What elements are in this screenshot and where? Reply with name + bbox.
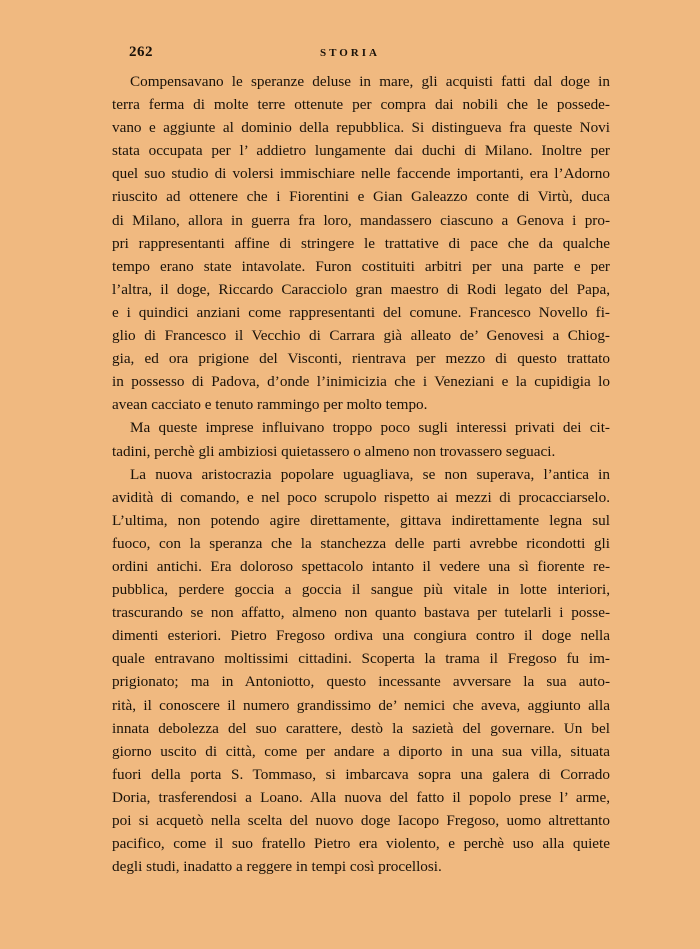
text-line: innata debolezza del suo carattere, destò la sazietà del governare. Un bel — [112, 719, 610, 737]
text-line: Doria, trasferendosi a Loano. Alla nuova del fatto il popolo prese l’ arme, — [112, 788, 610, 806]
text-line: tadini, perchè gli ambiziosi quietassero o almeno non trovassero seguaci. — [112, 442, 556, 460]
text-line: tempo erano state intavolate. Furon costituiti arbitri per una parte e per — [112, 257, 610, 275]
text-line: avidità di comando, e nel poco scrupolo rispetto ai mezzi di procacciarselo. — [112, 488, 610, 506]
text-line: pacifico, come il suo fratello Pietro era violento, e perchè uso alla quiete — [112, 835, 610, 853]
paragraph — [112, 416, 610, 462]
text-line: La nuova aristocrazia popolare uguagliava, se non superava, l’antica in — [130, 465, 610, 483]
text-line: fuoco, con la speranza che la stanchezza delle parti avrebbe ricondotti gli — [112, 534, 610, 552]
text-line: pri rappresentanti affine di stringere le trattative di pace che da qualche — [112, 234, 610, 252]
paragraph — [112, 70, 610, 416]
text-line: fuori della porta S. Tommaso, si imbarcava sopra una galera di Corrado — [112, 765, 610, 783]
text-line: dimenti esteriori. Pietro Fregoso ordiva una congiura contro il doge nella — [112, 627, 610, 645]
paragraph — [112, 463, 610, 879]
text-line: pubblica, perdere goccia a goccia il sangue più vitale in lotte interiori, — [112, 581, 610, 599]
text-line: terra ferma di molte terre ottenute per compra dai nobili che le possede- — [112, 96, 610, 114]
body-text — [112, 70, 610, 878]
text-line: in possesso di Padova, d’onde l’inimicizia che i Veneziani e la cupidigia lo — [112, 373, 610, 391]
text-line: trascurando se non affatto, almeno non quanto bastava per tutelarli i posse- — [112, 604, 610, 622]
text-line: quel suo studio di volersi immischiare nelle faccende importanti, era l’Adorno — [112, 165, 610, 183]
text-line: ordini antichi. Era doloroso spettacolo intanto il vedere una sì fiorente re- — [112, 557, 610, 575]
text-line: Ma queste imprese influivano troppo poco sugli interessi privati dei cit- — [130, 419, 610, 437]
text-line: L’ultima, non potendo agire direttamente, gittava indirettamente legna sul — [112, 511, 610, 529]
text-line: l’altra, il doge, Riccardo Caracciolo gran maestro di Rodi legato del Papa, — [112, 280, 610, 298]
text-line: prigionato; ma in Antoniotto, questo incessante avversare la sua auto- — [112, 673, 610, 691]
text-line: rità, il conoscere il numero grandissimo de’ nemici che aveva, aggiunto alla — [112, 696, 610, 714]
running-head: STORIA — [320, 47, 380, 59]
text-line: glio di Francesco il Vecchio di Carrara già alleato de’ Genovesi a Chiog- — [112, 327, 610, 345]
text-line: stata occupata per l’ addietro lungamente dai duchi di Milano. Inoltre per — [112, 142, 610, 160]
text-line: gia, ed ora prigione del Visconti, rientrava per mezzo di questo trattato — [112, 350, 610, 368]
text-line: vano e aggiunte al dominio della repubblica. Si distingueva fra queste Novi — [112, 119, 610, 137]
text-line: poi si acquetò nella scelta del nuovo doge Iacopo Fregoso, uomo altrettanto — [112, 812, 610, 829]
text-line: di Milano, allora in guerra fra loro, mandassero ciascuno a Genova i pro- — [112, 211, 610, 229]
text-line: riuscito ad ottenere che i Fiorentini e Gian Galeazzo conte di Virtù, duca — [112, 188, 610, 206]
text-line: avean cacciato e tenuto rammingo per molto tempo. — [112, 396, 428, 414]
text-line: e i quindici anziani come rappresentanti del comune. Francesco Novello fi- — [112, 303, 610, 321]
page-number: 262 — [129, 44, 153, 60]
text-line: degli studi, inadatto a reggere in tempi così procellosi. — [112, 858, 442, 876]
text-line: giorno uscito di città, come per andare a diporto in una sua villa, situata — [112, 742, 610, 760]
text-line: quale entravano moltissimi cittadini. Scoperta la trama il Fregoso fu im- — [112, 650, 610, 668]
text-line: Compensavano le speranze deluse in mare, gli acquisti fatti dal doge in — [130, 73, 610, 90]
